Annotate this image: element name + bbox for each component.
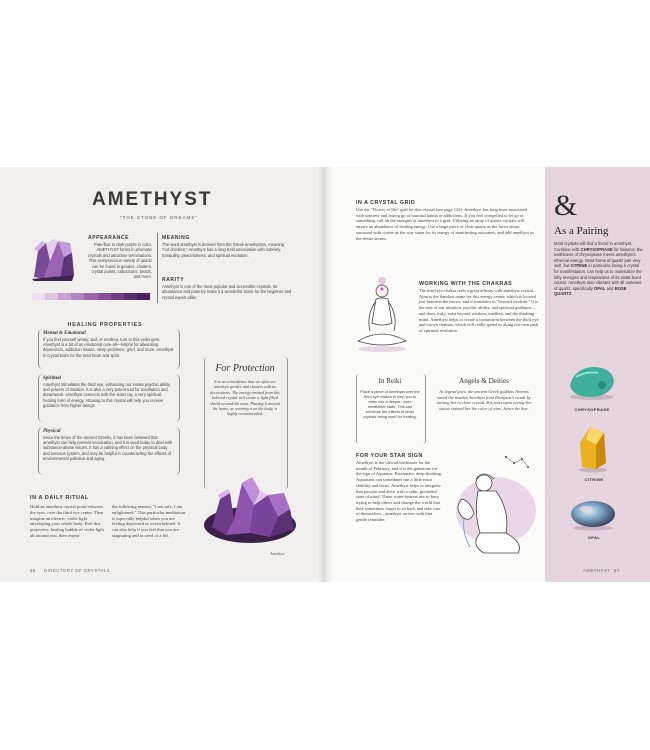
page-title: AMETHYST: [92, 189, 213, 210]
rarity-text: Amethyst is one of the most popular and accessible crystals. Its abundance and potency make it a wonderful stone for the beginner and crystal expert alike.: [162, 284, 292, 300]
healing-block-spiritual: [38, 374, 180, 422]
swatch-segment-1: [45, 293, 58, 300]
citrine-label: CITRINE: [584, 477, 604, 482]
footer-section-left: DIRECTORY OF CRYSTALS: [44, 568, 111, 573]
rarity-heading: RARITY: [162, 277, 185, 283]
pairing-ampersand: &: [554, 189, 578, 222]
water-bearer-illustration: [440, 449, 540, 557]
meaning-heading: MEANING: [162, 235, 190, 241]
footer-page-number-left: 66: [30, 568, 36, 573]
image-caption: Amethyst: [270, 551, 285, 556]
book-spread: [0, 167, 650, 582]
swatch-segment-5: [98, 293, 111, 300]
swatch-segment-8: [137, 293, 150, 300]
book-gutter: [318, 167, 332, 582]
meaning-text: The word amethyst is derived from the Greek amethystos, meaning "not drunken." Amethyst has a long-held association with sobriety, tranquility, peacefulness, and spiritual evolution.: [162, 242, 284, 258]
swatch-segment-2: [58, 293, 71, 300]
opal-label: OPAL: [587, 535, 601, 540]
protection-text: It is no coincidence that we often see amethyst geodes and clusters sold as decorations. The energy emitted from this beloved crystal will create a light-filled shield around the aura. Placing it around the home, or wearing it on the body, is highly recommended.: [210, 379, 280, 417]
crystal-grid-heading: IN A CRYSTAL GRID: [356, 200, 416, 206]
citrine-stone-image: [576, 423, 610, 473]
chrysoprase-label: CHRYSOPRASE: [574, 407, 610, 412]
healing-text-spiritual: Amethyst stimulates the third eye, enhancing our innate psychic ability and powers of intuition. It is also a very potent tool for meditation and dreamwork. Amethyst connects with the violet ray, a very spiritual, healing form of energy. Attuning to this crystal will help you receive guidance from higher beings.: [43, 382, 171, 408]
chrysoprase-stone-image: [566, 363, 618, 401]
healing-text-mental: If you find yourself weary, sad, or restless, turn to this violet gem. Amethyst is a bit of an emotional cure-all—helpful for alleviating depression, addiction issues, sleep problems, grief, and more. Amethyst is crystal balm for the tired heart and spirit.: [43, 337, 174, 358]
pairing-title: As a Pairing: [554, 225, 609, 237]
pairing-text: [554, 241, 644, 297]
amethyst-cluster-photo: [198, 469, 300, 549]
column-divider: [157, 233, 158, 303]
reiki-text: Place a piece of amethyst over the third eye chakra to help you to relax into a deeper, more meditative state. This can enhance the effects of other crystals being used for healing.: [360, 389, 420, 419]
angels-text: As legend goes, the ancient Greek goddess Artemis saved the maiden Amethyst from Dionysus's wrath by turning her to clear crystal. His tears upon seeing her statue stained her the color of wine, hence the hue.: [436, 389, 532, 411]
chakras-heading: WORKING WITH THE CHAKRAS: [419, 281, 513, 287]
swatch-segment-6: [111, 293, 124, 300]
pairing-text-part: Most crystals will find a friend in amethyst. Combine with: [554, 241, 633, 252]
color-swatch-bar: [32, 293, 150, 300]
chakras-text: The third eye chakra feels a great affinity with amethyst crystal. Ajna is the Sanskrit name for this energy center, which is located just between the brows, and it translates to "beyond wisdom." It is the seat of our intuition, psychic ability, and spiritual guidance—and does, truly, exist beyond wisdom, intellect, and the thinking mind. Amethyst helps to create a connection between the third eye and crown chakras, which will really speed us along our own path of spiritual evolution.: [419, 288, 539, 333]
healing-title-spiritual: Spiritual: [43, 376, 62, 381]
healing-block-mental: [38, 329, 180, 369]
meditating-figure-illustration: [352, 275, 412, 361]
reiki-title: In Reiki: [378, 377, 402, 385]
swatch-segment-0: [32, 293, 45, 300]
page-subtitle: "THE STONE OF DREAMS": [120, 215, 198, 220]
swatch-segment-7: [124, 293, 137, 300]
healing-title-physical: Physical: [43, 429, 61, 434]
pairing-stone-citrine: CITRINE: [570, 263, 588, 269]
appearance-heading: APPEARANCE: [88, 235, 130, 241]
pairing-text-part: in particular, being a crystal for manifestation, can help us to materialize the lofty energies and inspirations of its violet-hued cousin. Amethyst also vibrates with all varieties of quartz, specifically: [554, 263, 642, 291]
pairing-stone-opal: OPAL: [594, 285, 606, 291]
daily-ritual-text-col2: the following mantra: "I am safe, I am enlightened." This particular meditation is especially helpful when you are feeling depressed or overwhelmed. It can also help if you feel that you are stagnating and in need of a lift.: [112, 504, 186, 538]
crystal-grid-text: Use the "Flower of life" grid for this crystal (see page 122). Amethyst has long been associated with sobriety and letting go of harmful habits or addictions. If you feel compelled to let go of something, call on the energies of amethyst in a grid. Utilizing an array of quartz crystals will ensure an abundance of healing energy. Use a large piece of clear quartz as the focus stone, surround with citrine as the way stone for its energy of manifesting outcomes, and add amethyst as the desire stones.: [356, 207, 534, 241]
star-sign-heading: FOR YOUR STAR SIGN: [356, 453, 423, 459]
swatch-segment-4: [84, 293, 97, 300]
pairing-text-part: and: [605, 285, 615, 291]
healing-text-physical: Since the times of the ancient Greeks, it has been believed that amethyst can help prevent intoxication, and it is used today to deal with substance-abuse issues. It has a calming effect on the physical body and nervous system, and may be helpful in counteracting the effects of environmental pollution and aging.: [43, 435, 173, 461]
star-sign-text: Amethyst is the official birthstone for the month of February, and it is the gemstone for the sign of Aquarius. Passionate, deep-thinking Aquarians can sometimes use a little extra stability and focus. Amethyst helps to integrate that passion and drive with a calm, grounded state of mind. These water-bearers are so busy trying to help others and change the world that they sometimes forget to sit back and take care of themselves—amethyst arrives with that gentle reminder.: [356, 460, 441, 523]
amethyst-crystal-illustration: [28, 237, 76, 281]
swatch-segment-3: [71, 293, 84, 300]
footer-page-number-right: 67: [614, 568, 620, 573]
healing-heading: HEALING PROPERTIES: [67, 322, 143, 328]
healing-block-physical: [38, 427, 180, 475]
healing-title-mental: Mental & Emotional: [43, 331, 86, 336]
opal-stone-image: [568, 497, 618, 531]
pairing-text-part: .: [571, 291, 573, 297]
pairing-stone-rose-quartz: ROSE QUARTZ: [554, 285, 627, 297]
angels-title: Angels & Deities: [459, 377, 509, 385]
daily-ritual-heading: IN A DAILY RITUAL: [30, 495, 89, 501]
pairing-text-part: for balance; the earthiness of chrysoprase meets amethyst's ethereal energy. Most forms of quartz pair very well, but: [554, 246, 643, 269]
pairing-stone-chrysoprase: CHRYSOPRASE: [580, 246, 613, 252]
daily-ritual-text-col1: Hold an amethyst crystal point between the eyes, over the third eye center. Then imagine an electric, violet light enveloping your whole body. Feel this protective, healing bubble of violet light all around you, then repeat: [30, 504, 104, 538]
appearance-text: Pale lilac to dark purple in color, AMETHYST forms in prismatic crystals and attractive terminations. This semiprecious variety of quartz can be found in geodes, clusters, crystal points, cabochons, beads, and more.: [87, 242, 152, 280]
footer-section-right: AMETHYST: [583, 568, 611, 573]
protection-title: For Protection: [215, 363, 275, 374]
